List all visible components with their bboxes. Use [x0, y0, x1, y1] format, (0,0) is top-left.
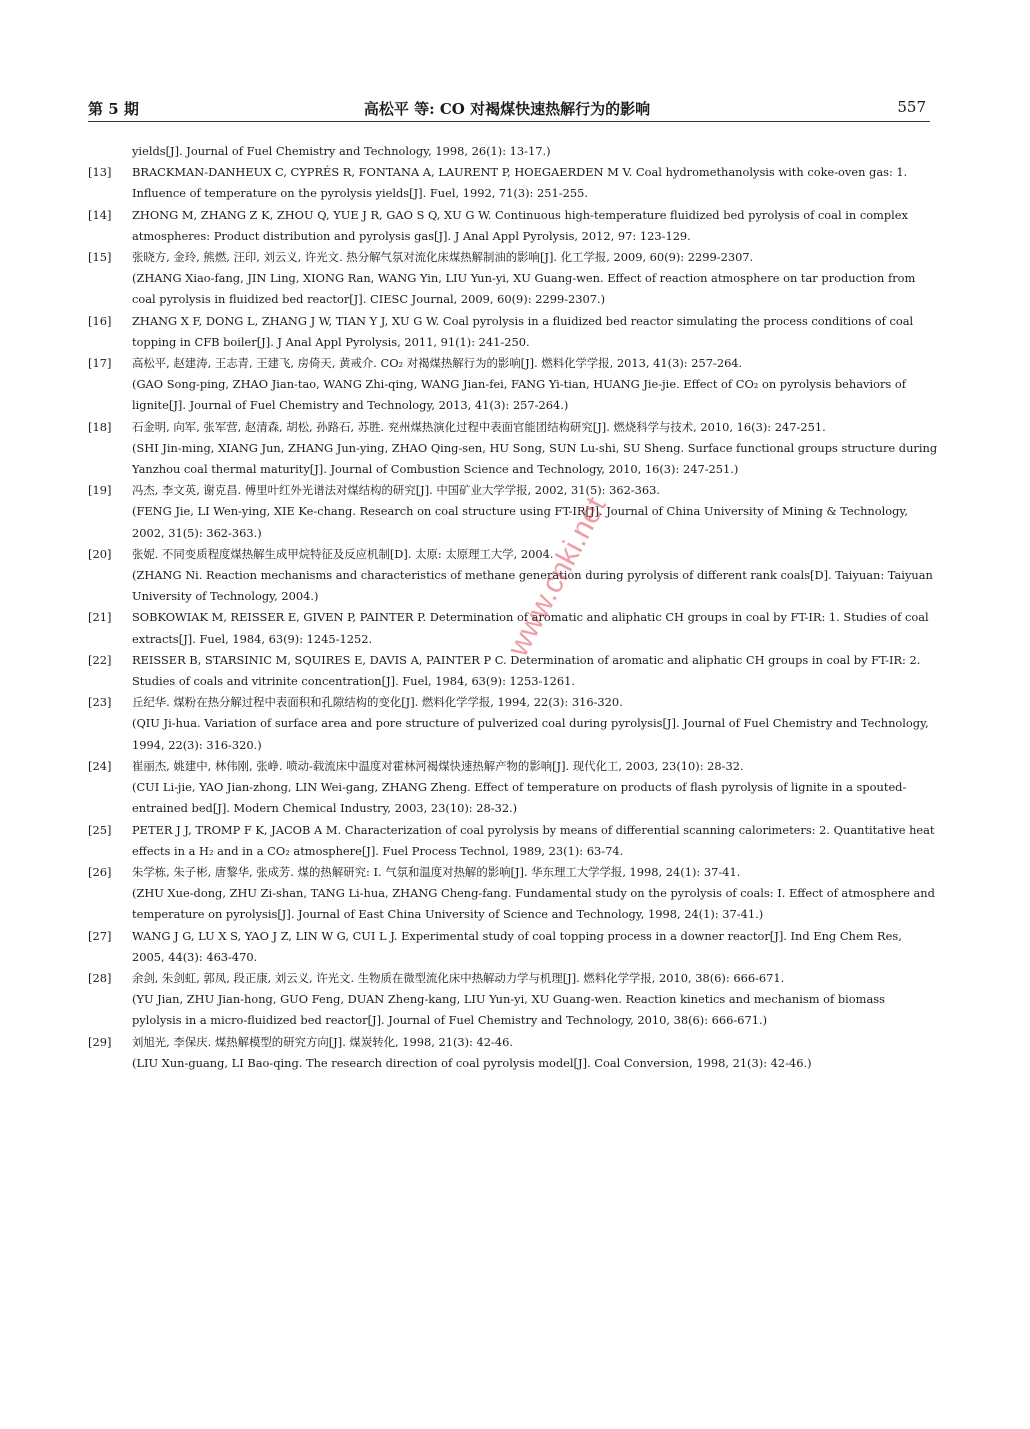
reference-number: [25] [88, 822, 112, 837]
reference-text: 冯杰, 李文英, 谢克昌. 傅里叶红外光谱法对煤结构的研究[J]. 中国矿业大学学报, 2002, 31(5): 362-363. [132, 483, 661, 498]
reference-translation: (LIU Xun-guang, LI Bao-qing. The research direction of coal pyrolysis model[J]. Coal Conversion, 1998, 21(3): 42-46.) [132, 1055, 812, 1070]
reference-number: [28] [88, 970, 112, 985]
reference-continuation [88, 141, 938, 162]
reference-translation: (YU Jian, ZHU Jian-hong, GUO Feng, DUAN Zheng-kang, LIU Yun-yi, XU Guang-wen. Reaction kinetics and mechanism of biomass pylolysis in a micro-fluidized bed reactor[J]. Journal of Fuel Chemistry and Technology, 2010, 38(6): 666-671.) [132, 992, 885, 1028]
reference-item [88, 480, 938, 544]
reference-text: 丘纪华. 煤粉在热分解过程中表面积和孔隙结构的变化[J]. 燃料化学学报, 1994, 22(3): 316-320. [132, 695, 623, 710]
issue-label: 第 5 期 [88, 100, 139, 118]
reference-text: 张妮. 不同变质程度煤热解生成甲烷特征及反应机制[D]. 太原: 太原理工大学, 2004. [132, 546, 554, 561]
reference-number: [14] [88, 207, 112, 222]
page-number: 557 [897, 98, 926, 116]
reference-item [88, 205, 938, 247]
reference-number: [16] [88, 313, 112, 328]
reference-text: yields[J]. Journal of Fuel Chemistry and Technology, 1998, 26(1): 13-17.) [132, 144, 551, 158]
reference-item [88, 311, 938, 353]
reference-number: [21] [88, 610, 112, 625]
reference-number: [26] [88, 864, 112, 879]
reference-translation: (ZHU Xue-dong, ZHU Zi-shan, TANG Li-hua, ZHANG Cheng-fang. Fundamental study on the pyrolysis of coals: I. Effect of atmosphere and temperature on pyrolysis[J]. Journal of East China University of Science and Technology, 1998, 24(1): 37-41.) [132, 886, 935, 922]
reference-text: 崔丽杰, 姚建中, 林伟刚, 张峥. 喷动-载流床中温度对霍林河褐煤快速热解产物的影响[J]. 现代化工, 2003, 23(10): 28-32. [132, 758, 744, 773]
reference-text: 朱学栋, 朱子彬, 唐黎华, 张成芳. 煤的热解研究: Ⅰ. 气氛和温度对热解的影响[J]. 华东理工大学学报, 1998, 24(1): 37-41. [132, 864, 741, 879]
reference-items [88, 162, 938, 1074]
reference-item [88, 162, 938, 204]
reference-text: PETER J J, TROMP F K, JACOB A M. Characterization of coal pyrolysis by means of differential scanning calorimeters: 2. Quantitative heat effects in a H₂ and in a CO₂ atmosphere[J]. Fuel Process Technol, 1989, 23(1): 63-74. [132, 822, 935, 858]
reference-number: [27] [88, 928, 112, 943]
reference-number: [19] [88, 483, 112, 498]
reference-text: WANG J G, LU X S, YAO J Z, LIN W G, CUI L J. Experimental study of coal topping process in a downer reactor[J]. Ind Eng Chem Res, 2005, 44(3): 463-470. [132, 928, 902, 964]
reference-translation: (SHI Jin-ming, XIANG Jun, ZHANG Jun-ying, ZHAO Qing-sen, HU Song, SUN Lu-shi, SU Sheng. Surface functional groups structure during Yanzhou coal thermal maturity[J]. Journal of Combustion Science and Technology, 2010, 16(3): 247-251.) [132, 440, 938, 477]
reference-text: 余剑, 朱剑虹, 郭凤, 段正康, 刘云义, 许光文. 生物质在微型流化床中热解动力学与机理[J]. 燃料化学学报, 2010, 38(6): 666-671. [132, 970, 785, 985]
reference-translation: (ZHANG Xiao-fang, JIN Ling, XIONG Ran, WANG Yin, LIU Yun-yi, XU Guang-wen. Effect of reaction atmosphere on tar production from coal pyrolysis in fluidized bed reactor[J]. CIESC Journal, 2009, 60(9): 2299-2307.) [132, 271, 916, 307]
reference-item [88, 1032, 938, 1074]
reference-item [88, 862, 938, 926]
reference-number: [15] [88, 250, 112, 265]
reference-item [88, 650, 938, 692]
reference-translation: (QIU Ji-hua. Variation of surface area and pore structure of pulverized coal during pyrolysis[J]. Journal of Fuel Chemistry and Technology, 1994, 22(3): 316-320.) [132, 716, 929, 752]
reference-text: REISSER B, STARSINIC M, SQUIRES E, DAVIS A, PAINTER P C. Determination of aromatic and aliphatic CH groups in coal by FT-IR: 2. Studies of coals and vitrinite concentration[J]. Fuel, 1984, 63(9): 1253-1261. [132, 652, 921, 689]
reference-text: ZHANG X F, DONG L, ZHANG J W, TIAN Y J, XU G W. Coal pyrolysis in a fluidized bed reactor simulating the process conditions of coal topping in CFB boiler[J]. J Anal Appl Pyrolysis, 2011, 91(1): 241-250. [132, 313, 914, 349]
reference-number: [24] [88, 758, 112, 773]
reference-item [88, 247, 938, 311]
reference-number: [23] [88, 695, 112, 710]
reference-text: SOBKOWIAK M, REISSER E, GIVEN P, PAINTER P. Determination of aromatic and aliphatic CH groups in coal by FT-IR: 1. Studies of coal extracts[J]. Fuel, 1984, 63(9): 1245-1252. [132, 610, 929, 646]
reference-number: [20] [88, 546, 112, 561]
page-header [88, 96, 926, 120]
reference-item [88, 544, 938, 608]
reference-text: 刘旭光, 李保庆. 煤热解模型的研究方向[J]. 煤炭转化, 1998, 21(3): 42-46. [132, 1034, 514, 1049]
reference-text: 石金明, 向军, 张军营, 赵清森, 胡松, 孙路石, 苏胜. 兖州煤热演化过程中表面官能团结构研究[J]. 燃烧科学与技术, 2010, 16(3): 247-251. [132, 419, 826, 434]
reference-item [88, 353, 938, 417]
reference-item [88, 926, 938, 968]
watermark: www.cnki.net [501, 491, 613, 662]
reference-number: [22] [88, 652, 112, 667]
reference-text: BRACKMAN-DANHEUX C, CYPRÉS R, FONTANA A, LAURENT P, HOEGAERDEN M V. Coal hydromethanolysis with coke-oven gas: 1. Influence of temperature on the pyrolysis yields[J]. Fuel, 1992, 71(3): 251-255. [132, 165, 908, 201]
reference-text: 张晓方, 金玲, 熊燃, 汪印, 刘云义, 许光文. 热分解气氛对流化床煤热解制油的影响[J]. 化工学报, 2009, 60(9): 2299-2307. [132, 250, 754, 265]
reference-item [88, 417, 938, 481]
running-title: 高松平 等: CO 对褐煤快速热解行为的影响 [363, 100, 651, 118]
reference-text: ZHONG M, ZHANG Z K, ZHOU Q, YUE J R, GAO S Q, XU G W. Continuous high-temperature fluidized bed pyrolysis of coal in complex atmospheres: Product distribution and pyrolysis gas[J]. J Anal Appl Pyrolysis, 2012, 97: 123-129. [132, 207, 908, 243]
header-rule [88, 121, 930, 122]
reference-list [88, 141, 938, 1074]
reference-item [88, 968, 938, 1032]
reference-number: [13] [88, 165, 112, 180]
reference-number: [18] [88, 419, 112, 434]
reference-translation: (CUI Li-jie, YAO Jian-zhong, LIN Wei-gang, ZHANG Zheng. Effect of temperature on products of flash pyrolysis of lignite in a spouted-entrained bed[J]. Modern Chemical Industry, 2003, 23(10): 28-32.) [132, 780, 907, 816]
reference-text: 高松平, 赵建涛, 王志青, 王建飞, 房倚天, 黄戒介. CO₂ 对褐煤热解行为的影响[J]. 燃料化学学报, 2013, 41(3): 257-264. [132, 356, 743, 371]
reference-item [88, 820, 938, 862]
reference-translation: (GAO Song-ping, ZHAO Jian-tao, WANG Zhi-qing, WANG Jian-fei, FANG Yi-tian, HUANG Jie-jie. Effect of CO₂ on pyrolysis behaviors of lignite[J]. Journal of Fuel Chemistry and Technology, 2013, 41(3): 257-264.) [132, 377, 906, 413]
reference-item [88, 756, 938, 820]
reference-translation: (FENG Jie, LI Wen-ying, XIE Ke-chang. Research on coal structure using FT-IR[J]. Journal of China University of Mining & Technology, 2002, 31(5): 362-363.) [132, 504, 908, 540]
reference-number: [29] [88, 1034, 112, 1049]
reference-item [88, 692, 938, 756]
reference-number: [17] [88, 356, 112, 371]
reference-translation: (ZHANG Ni. Reaction mechanisms and characteristics of methane generation during pyrolysis of different rank coals[D]. Taiyuan: Taiyuan University of Technology, 2004.) [132, 568, 933, 604]
